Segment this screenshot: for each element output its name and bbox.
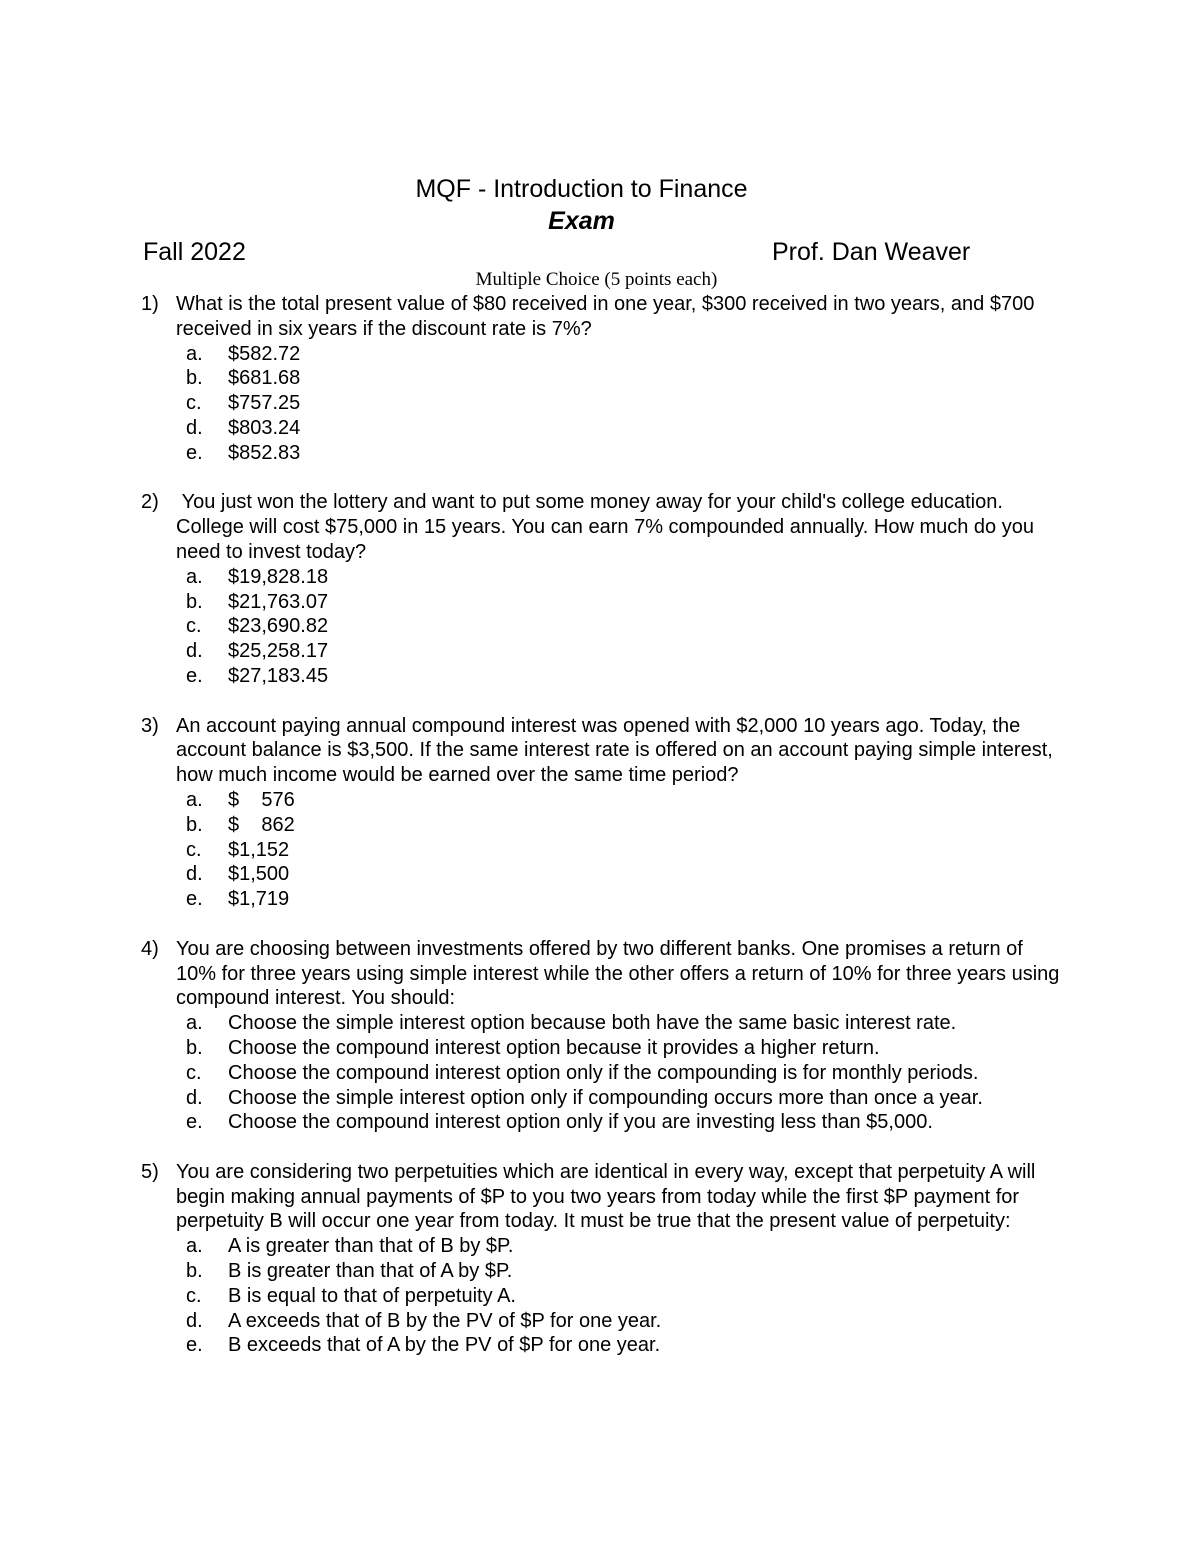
option-letter: c. bbox=[186, 1061, 202, 1084]
answer-option bbox=[0, 788, 1200, 813]
question-1 bbox=[0, 292, 1200, 466]
question-3 bbox=[0, 714, 1200, 912]
option-text: $803.24 bbox=[228, 416, 301, 439]
option-letter: c. bbox=[186, 838, 202, 861]
option-text: $25,258.17 bbox=[228, 640, 329, 663]
option-letter: d. bbox=[186, 1086, 203, 1109]
option-text: Choose the compound interest option because it provides a higher return. bbox=[228, 1036, 880, 1059]
question-2 bbox=[0, 490, 1200, 688]
answer-option bbox=[0, 342, 1200, 367]
section-heading: Multiple Choice (5 points each) bbox=[475, 269, 718, 290]
answer-option bbox=[0, 1284, 1200, 1309]
option-text: Choose the compound interest option only if you are investing less than $5,000. bbox=[228, 1111, 933, 1134]
option-letter: a. bbox=[186, 788, 203, 811]
question-4 bbox=[0, 937, 1200, 1135]
option-letter: e. bbox=[186, 664, 203, 687]
option-letter: b. bbox=[186, 1036, 203, 1059]
option-letter: e. bbox=[186, 1334, 203, 1357]
answer-option bbox=[0, 441, 1200, 466]
answer-option bbox=[0, 416, 1200, 441]
option-text: $21,763.07 bbox=[228, 590, 329, 613]
question-text: An account paying annual compound interest was opened with $2,000 10 years ago. Today, the account balance is $3,500. If the same interest rate is offered on an account paying simple interest, how much income would be earned over the same time period? bbox=[176, 714, 1059, 787]
option-text: $ 862 bbox=[228, 813, 295, 836]
option-text: $1,500 bbox=[228, 863, 290, 886]
answer-option bbox=[0, 838, 1200, 863]
option-text: Choose the simple interest option only if compounding occurs more than once a year. bbox=[228, 1086, 983, 1109]
answer-option bbox=[0, 1234, 1200, 1259]
answer-option bbox=[0, 1036, 1200, 1061]
answer-option bbox=[0, 1259, 1200, 1284]
option-text: Choose the compound interest option only if the compounding is for monthly periods. bbox=[228, 1061, 979, 1084]
question-number: 1) bbox=[141, 293, 159, 315]
answer-option bbox=[0, 1061, 1200, 1086]
option-letter: b. bbox=[186, 1260, 203, 1283]
option-text: $ 576 bbox=[228, 788, 295, 811]
answer-option bbox=[0, 1110, 1200, 1135]
answer-option bbox=[0, 813, 1200, 838]
option-text: B is equal to that of perpetuity A. bbox=[228, 1284, 516, 1307]
option-letter: e. bbox=[186, 441, 203, 464]
option-text: $1,152 bbox=[228, 838, 290, 861]
option-text: $852.83 bbox=[228, 441, 301, 464]
answer-option bbox=[0, 366, 1200, 391]
question-number: 5) bbox=[141, 1160, 159, 1183]
option-letter: a. bbox=[186, 565, 203, 588]
option-letter: e. bbox=[186, 1111, 203, 1134]
option-text: Choose the simple interest option because both have the same basic interest rate. bbox=[228, 1012, 957, 1035]
course-title: MQF - Introduction to Finance bbox=[415, 175, 748, 203]
option-letter: a. bbox=[186, 1012, 203, 1035]
option-letter: c. bbox=[186, 392, 202, 415]
answer-option bbox=[0, 1011, 1200, 1036]
option-text: $19,828.18 bbox=[228, 565, 329, 588]
question-number: 2) bbox=[141, 491, 159, 514]
answer-option bbox=[0, 887, 1200, 912]
option-letter: b. bbox=[186, 367, 203, 390]
question-text: What is the total present value of $80 received in one year, $300 received in two years, and $700 received in six years if the discount rate is 7%? bbox=[176, 293, 1040, 340]
answer-option bbox=[0, 1086, 1200, 1111]
option-text: $582.72 bbox=[228, 342, 301, 365]
question-list bbox=[0, 292, 1200, 1383]
option-letter: c. bbox=[186, 1284, 202, 1307]
option-letter: d. bbox=[186, 1309, 203, 1332]
option-text: A exceeds that of B by the PV of $P for one year. bbox=[228, 1309, 662, 1332]
option-letter: e. bbox=[186, 888, 203, 911]
question-number: 3) bbox=[141, 714, 159, 737]
option-letter: d. bbox=[186, 640, 203, 663]
question-number: 4) bbox=[141, 937, 159, 960]
answer-option bbox=[0, 862, 1200, 887]
option-text: $757.25 bbox=[228, 392, 301, 415]
option-text: B is greater than that of A by $P. bbox=[228, 1260, 513, 1283]
answer-option bbox=[0, 614, 1200, 639]
answer-option bbox=[0, 391, 1200, 416]
option-text: A is greater than that of B by $P. bbox=[228, 1235, 514, 1258]
professor-label: Prof. Dan Weaver bbox=[772, 238, 971, 266]
option-letter: a. bbox=[186, 1235, 203, 1258]
answer-option bbox=[0, 565, 1200, 590]
option-letter: b. bbox=[186, 590, 203, 613]
option-letter: d. bbox=[186, 416, 203, 439]
answer-option bbox=[0, 639, 1200, 664]
answer-option bbox=[0, 1309, 1200, 1334]
option-text: $1,719 bbox=[228, 888, 290, 911]
question-5 bbox=[0, 1160, 1200, 1358]
answer-option bbox=[0, 590, 1200, 615]
option-letter: c. bbox=[186, 615, 202, 638]
option-text: $681.68 bbox=[228, 367, 301, 390]
option-letter: a. bbox=[186, 342, 203, 365]
option-letter: d. bbox=[186, 863, 203, 886]
option-text: B exceeds that of A by the PV of $P for one year. bbox=[228, 1334, 661, 1357]
question-text: You just won the lottery and want to put some money away for your child's college education. College will cost $75,000 in 15 years. You can earn 7% compounded annually. How much do you need to invest today? bbox=[176, 491, 1040, 563]
option-letter: b. bbox=[186, 813, 203, 836]
answer-option bbox=[0, 664, 1200, 689]
exam-title: Exam bbox=[548, 207, 615, 235]
question-text: You are considering two perpetuities which are identical in every way, except that perpetuity A will begin making annual payments of $P to you two years from today while the first $P payment for perpetuity B will occur one year from today. It must be true that the present value of perpetuity: bbox=[176, 1160, 1041, 1233]
option-text: $27,183.45 bbox=[228, 664, 329, 687]
term-label: Fall 2022 bbox=[143, 238, 246, 266]
question-text: You are choosing between investments offered by two different banks. One promises a return of 10% for three years using simple interest while the other offers a return of 10% for three years using compound interest. You should: bbox=[176, 937, 1065, 1010]
answer-option bbox=[0, 1333, 1200, 1358]
option-text: $23,690.82 bbox=[228, 615, 329, 638]
